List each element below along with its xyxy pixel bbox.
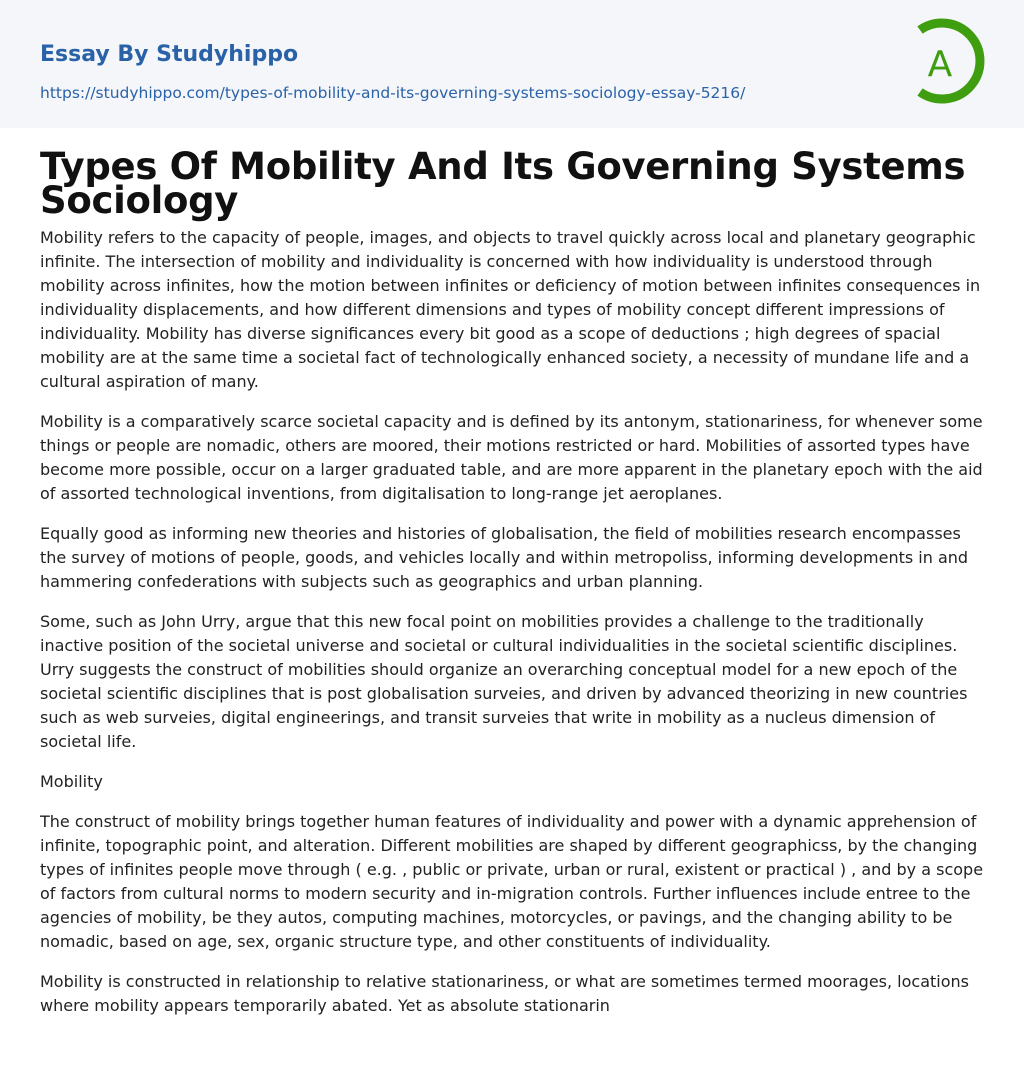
brand-title: Essay By Studyhippo	[40, 42, 299, 67]
essay-content	[0, 145, 1024, 1018]
studyhippo-logo[interactable]	[912, 18, 986, 104]
logo-ring-icon	[912, 18, 986, 104]
paragraph: Equally good as informing new theories and histories of globalisation, the field of mobilities research encompasses the survey of motions of people, goods, and vehicles locally and within metropoliss, informing developments in and hammering confederations with subjects such as geographics and urban planning.	[40, 524, 969, 591]
section-heading: Mobility	[40, 772, 103, 791]
logo-letter: A	[927, 44, 953, 85]
site-header	[0, 0, 1024, 128]
page-title: Types Of Mobility And Its Governing Systems Sociology	[40, 145, 966, 222]
essay-url-link[interactable]: https://studyhippo.com/types-of-mobility-and-its-governing-systems-sociology-essay-5216/	[40, 84, 746, 102]
paragraph: The construct of mobility brings together human features of individuality and power with a dynamic apprehension of infinite, topographic point, and alteration. Different mobilities are shaped by different geographicss, by the changing types of infinites people move through ( e.g. , public or private, urban or rural, existent or practical ) , and by a scope of factors from cultural norms to modern security and in-migration controls. Further influences include entree to the agencies of mobility, be they autos, computing machines, motorcycles, or pavings, and the changing ability to be nomadic, based on age, sex, organic structure type, and other constituents of individuality.	[40, 812, 984, 951]
paragraph: Mobility is constructed in relationship to relative stationariness, or what are sometimes termed moorages, locations where mobility appears temporarily abated. Yet as absolute stationarin	[40, 972, 969, 1015]
paragraph: Mobility is a comparatively scarce societal capacity and is defined by its antonym, stationariness, for whenever some things or people are nomadic, others are moored, their motions restricted or hard. Mobilities of assorted types have become more possible, occur on a larger graduated table, and are more apparent in the planetary epoch with the aid of assorted technological inventions, from digitalisation to long-range jet aeroplanes.	[40, 412, 983, 503]
paragraph: Some, such as John Urry, argue that this new focal point on mobilities provides a challenge to the traditionally inactive position of the societal universe and societal or cultural individualities in the societal scientific disciplines. Urry suggests the construct of mobilities should organize an overarching conceptual model for a new epoch of the societal scientific disciplines that is post globalisation surveies, and driven by advanced theorizing in new countries such as web surveies, digital engineerings, and transit surveies that write in mobility as a nucleus dimension of societal life.	[40, 612, 968, 751]
paragraph: Mobility refers to the capacity of people, images, and objects to travel quickly across local and planetary geographic infinite. The intersection of mobility and individuality is concerned with how individuality is understood through mobility across infinites, how the motion between infinites or deficiency of motion between infinites consequences in individuality displacements, and how different dimensions and types of mobility concept different impressions of individuality. Mobility has diverse significances every bit good as a scope of deductions ; high degrees of spacial mobility are at the same time a societal fact of technologically enhanced society, a necessity of mundane life and a cultural aspiration of many.	[40, 228, 981, 391]
